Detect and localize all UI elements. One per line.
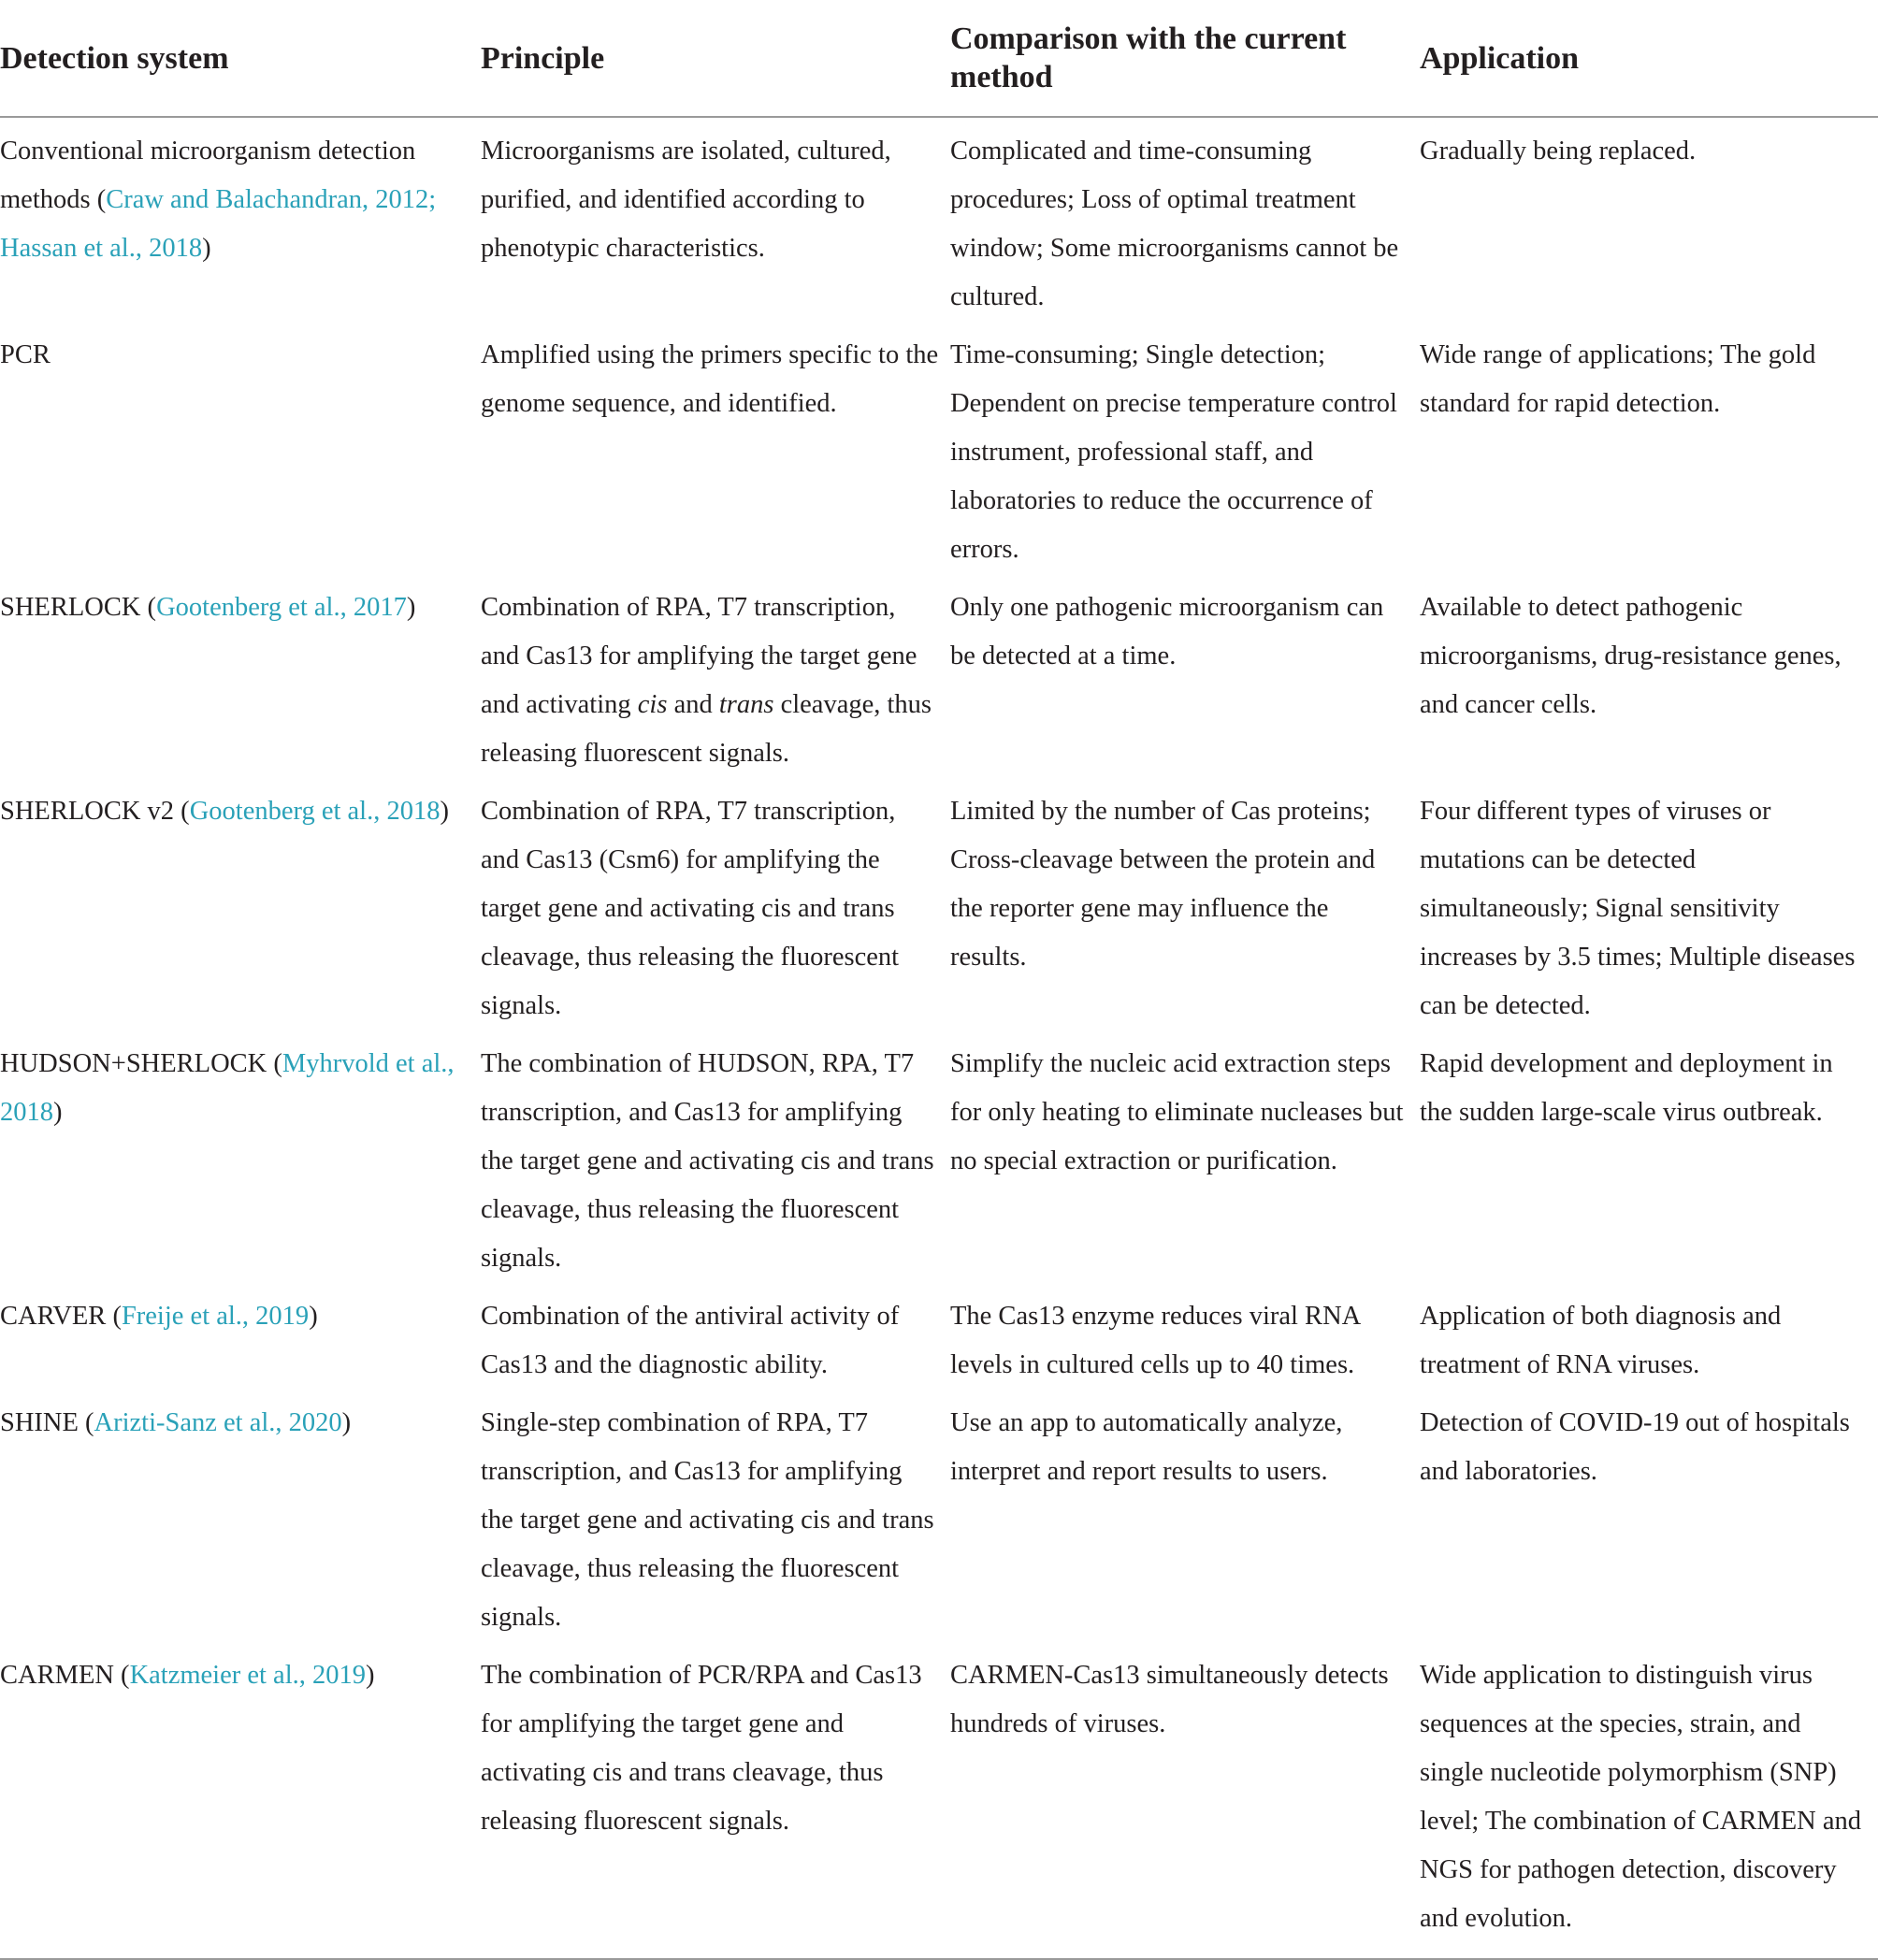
table-row: [0, 1030, 1878, 1283]
citation-link[interactable]: Freije et al., 2019: [121, 1302, 310, 1331]
cell-application: Gradually being replaced.: [1420, 137, 1697, 166]
cell-principle: Combination of RPA, T7 transcription, and Cas13 (Csm6) for amplifying the target gene and activating cis and trans cleavage, thus releasing the fluorescent signals.: [481, 797, 900, 1020]
cell-detection-system: [0, 1283, 481, 1390]
cell-principle: The combination of HUDSON, RPA, T7 transcription, and Cas13 for amplifying the target gene and activating cis and trans cleavage, thus releasing the fluorescent signals.: [481, 1049, 934, 1273]
table-row: [0, 1390, 1878, 1642]
table-row: [0, 117, 1878, 322]
citation-close: ): [366, 1661, 375, 1690]
cell-application: Rapid development and deployment in the sudden large-scale virus outbreak.: [1420, 1049, 1833, 1127]
table-row: [0, 1283, 1878, 1390]
citation-close: ): [53, 1098, 63, 1127]
cell-comparison: Complicated and time-consuming procedures; Loss of optimal treatment window; Some microorganisms cannot be cultured.: [950, 137, 1399, 311]
citation-link[interactable]: Craw and Balachandran, 2012; Hassan et al., 2018: [0, 185, 437, 263]
principle-text: cleavage, thus releasing fluorescent signals.: [481, 690, 932, 768]
citation-close: ): [309, 1302, 318, 1331]
system-name: CARVER (: [0, 1302, 122, 1331]
cell-comparison: Simplify the nucleic acid extraction steps for only heating to eliminate nucleases but no special extraction or purification.: [950, 1049, 1404, 1175]
table-row: [0, 1642, 1878, 1959]
cell-principle: The combination of PCR/RPA and Cas13 for amplifying the target gene and activating cis and trans cleavage, thus releasing fluorescent signals.: [481, 1642, 950, 1959]
citation-close: ): [341, 1408, 352, 1437]
principle-text: and: [667, 690, 719, 719]
citation-link[interactable]: Arizti-Sanz et al., 2020: [94, 1408, 342, 1437]
table-body: [0, 117, 1878, 1959]
cell-comparison: Use an app to automatically analyze, interpret and report results to users.: [950, 1408, 1343, 1486]
table-row: [0, 574, 1878, 778]
cell-application: Four different types of viruses or mutations can be detected simultaneously; Signal sensitivity increases by 3.5 times; Multiple diseases can be detected.: [1420, 797, 1856, 1020]
system-name: SHINE (: [0, 1408, 94, 1437]
system-name: HUDSON+SHERLOCK (: [0, 1049, 282, 1078]
table-row: [0, 322, 1878, 574]
principle-trans-italic: trans: [718, 690, 774, 719]
citation-close: ): [440, 797, 449, 826]
system-name: CARMEN (: [0, 1661, 130, 1690]
cell-principle: Microorganisms are isolated, cultured, purified, and identified according to phenotypic characteristics.: [481, 137, 891, 263]
cell-application: Detection of COVID-19 out of hospitals and laboratories.: [1420, 1408, 1850, 1486]
cell-detection-system: [0, 778, 481, 1030]
cell-detection-system: [0, 574, 481, 778]
citation-link[interactable]: Gootenberg et al., 2018: [189, 797, 441, 826]
cell-principle: Combination of the antiviral activity of Cas13 and the diagnostic ability.: [481, 1302, 900, 1379]
cell-detection-system: PCR: [0, 340, 51, 369]
cell-detection-system: [0, 117, 481, 322]
cell-comparison: CARMEN-Cas13 simultaneously detects hundreds of viruses.: [950, 1642, 1420, 1959]
header-detection-system: Detection system: [0, 0, 481, 117]
citation-link[interactable]: Myhrvold et al., 2018: [0, 1049, 455, 1127]
citation-close: ): [406, 593, 416, 622]
cell-detection-system: [0, 1030, 481, 1283]
cell-application: Wide application to distinguish virus sequences at the species, strain, and single nucleotide polymorphism (SNP) level; The combination of CARMEN and NGS for pathogen detection, discovery and evolution.: [1420, 1642, 1878, 1959]
table-row: [0, 778, 1878, 1030]
citation-close: ): [202, 234, 211, 263]
header-principle: Principle: [481, 0, 950, 117]
header-row: [0, 0, 1878, 117]
cell-principle: Amplified using the primers specific to the genome sequence, and identified.: [481, 340, 939, 418]
cell-comparison: Time-consuming; Single detection; Dependent on precise temperature control instrument, professional staff, and laboratories to reduce the occurrence of errors.: [950, 340, 1397, 564]
header-comparison: Comparison with the current method: [950, 0, 1420, 117]
cell-detection-system: [0, 1390, 481, 1642]
principle-cis-italic: cis: [637, 690, 668, 719]
cell-detection-system: [0, 1642, 481, 1959]
system-name: SHERLOCK v2 (: [0, 797, 190, 826]
citation-link[interactable]: Katzmeier et al., 2019: [129, 1661, 366, 1690]
header-application: Application: [1420, 0, 1878, 117]
system-name: Conventional microorganism detection methods (: [0, 137, 416, 214]
cell-application: Wide range of applications; The gold standard for rapid detection.: [1420, 340, 1816, 418]
cell-principle: [481, 574, 950, 778]
system-name: SHERLOCK (: [0, 593, 157, 622]
cell-application: Available to detect pathogenic microorganisms, drug-resistance genes, and cancer cells.: [1420, 593, 1842, 719]
cell-principle: Single-step combination of RPA, T7 transcription, and Cas13 for amplifying the target gene and activating cis and trans cleavage, thus releasing the fluorescent signals.: [481, 1408, 934, 1632]
cell-comparison: The Cas13 enzyme reduces viral RNA levels in cultured cells up to 40 times.: [950, 1302, 1360, 1379]
table-header: [0, 0, 1878, 117]
cell-comparison: Limited by the number of Cas proteins; Cross-cleavage between the protein and the reporter gene may influence the results.: [950, 797, 1376, 972]
cell-comparison: Only one pathogenic microorganism can be detected at a time.: [950, 593, 1384, 670]
citation-link[interactable]: Gootenberg et al., 2017: [156, 593, 407, 622]
principle-text: Combination of RPA, T7 transcription, and Cas13 for amplifying the target gene and activating: [481, 593, 917, 719]
cell-application: Application of both diagnosis and treatment of RNA viruses.: [1420, 1302, 1782, 1379]
